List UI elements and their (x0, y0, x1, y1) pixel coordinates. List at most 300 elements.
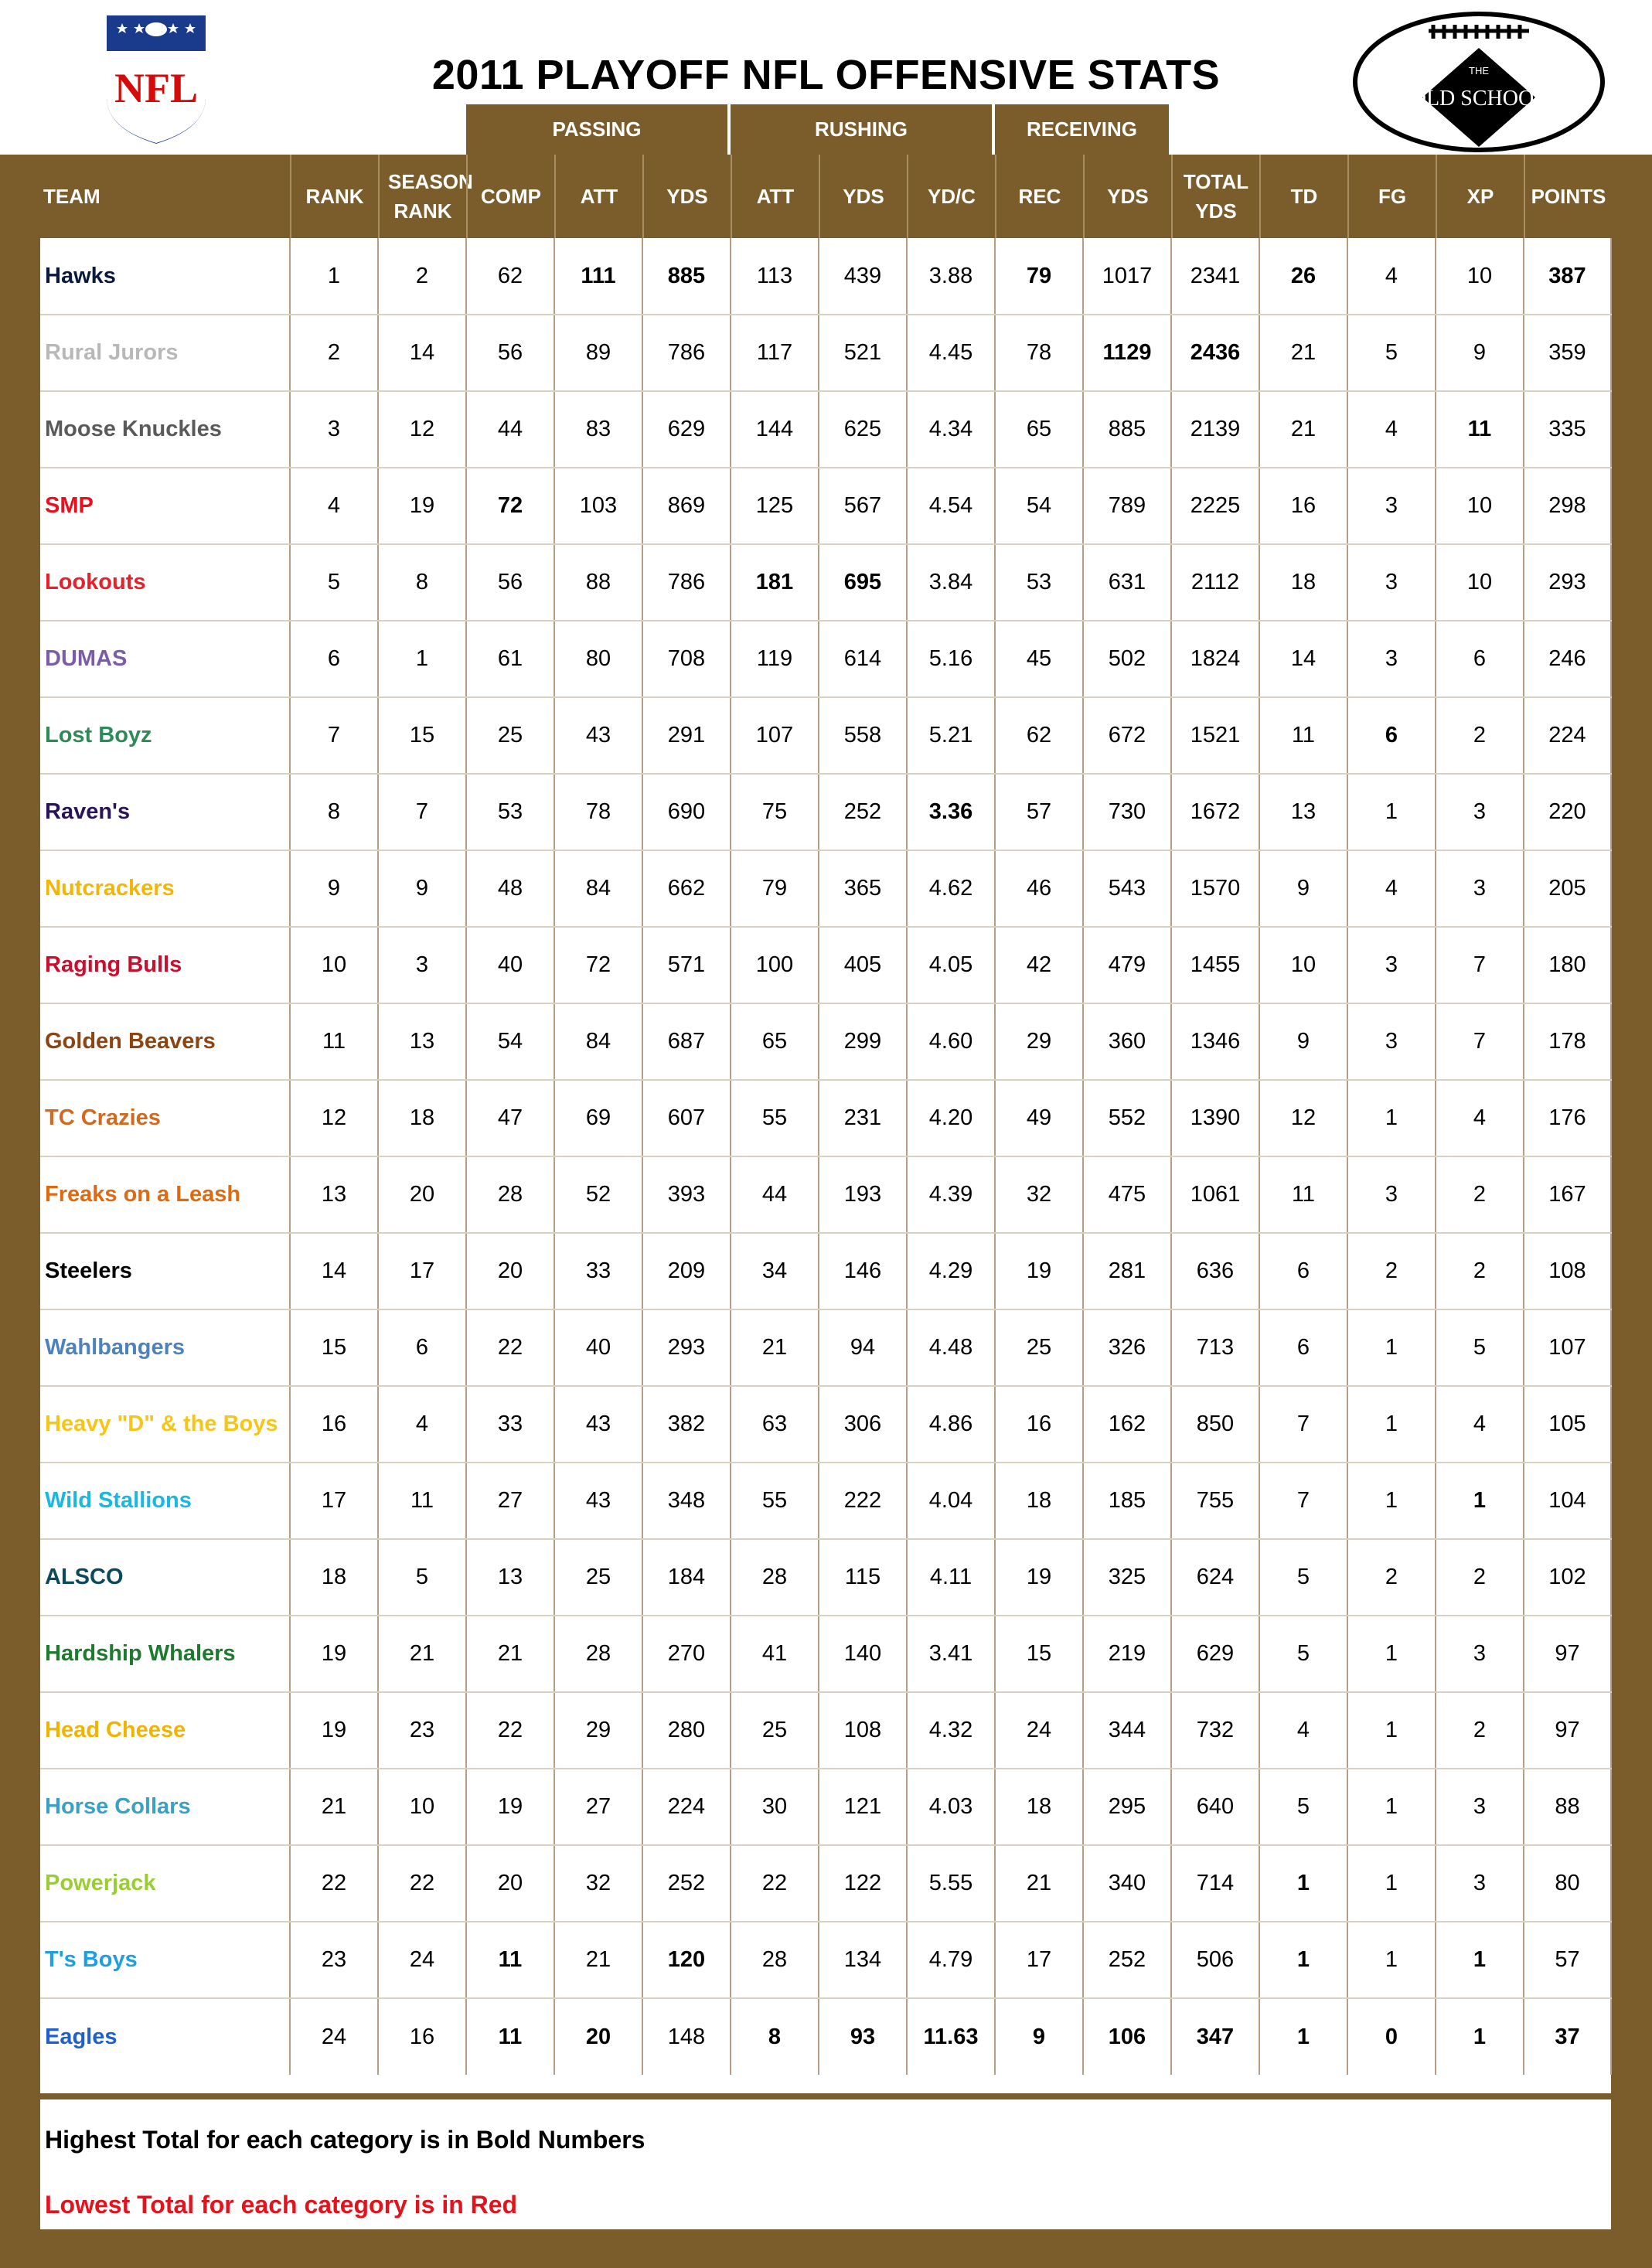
stat-cell: 16 (378, 1998, 466, 2075)
team-name-cell: Hardship Whalers (40, 1616, 290, 1692)
stat-cell: 5 (378, 1539, 466, 1616)
stat-cell: 14 (1259, 621, 1347, 697)
stat-cell: 1 (1436, 1998, 1524, 2075)
group-header-receiving: RECEIVING (995, 104, 1169, 155)
stat-cell: 224 (642, 1769, 731, 1845)
stat-cell: 3 (1436, 1845, 1524, 1922)
stat-cell: 325 (1083, 1539, 1171, 1616)
stat-cell: 786 (642, 315, 731, 391)
stat-cell: 11 (1436, 391, 1524, 468)
stat-cell: 1824 (1171, 621, 1259, 697)
stat-cell: 148 (642, 1998, 731, 2075)
team-name-cell: T's Boys (40, 1922, 290, 1998)
stat-cell: 4.20 (907, 1080, 995, 1156)
stat-cell: 2112 (1171, 544, 1259, 621)
stat-cell: 162 (1083, 1386, 1171, 1463)
stat-cell: 1570 (1171, 850, 1259, 927)
stat-cell: 193 (819, 1156, 907, 1233)
stat-cell: 3 (1347, 468, 1436, 544)
stat-cell: 295 (1083, 1769, 1171, 1845)
stat-cell: 15 (290, 1309, 378, 1386)
stat-cell: 78 (995, 315, 1083, 391)
stat-cell: 270 (642, 1616, 731, 1692)
stat-cell: 4 (1436, 1080, 1524, 1156)
team-name-cell: Steelers (40, 1233, 290, 1309)
stat-cell: 3 (378, 927, 466, 1003)
stat-cell: 382 (642, 1386, 731, 1463)
stat-cell: 732 (1171, 1692, 1259, 1769)
stat-cell: 7 (1259, 1386, 1347, 1463)
stat-cell: 89 (554, 315, 642, 391)
stat-cell: 4.11 (907, 1539, 995, 1616)
stat-cell: 41 (731, 1616, 819, 1692)
team-name-cell: Raven's (40, 774, 290, 850)
stat-cell: 2 (1436, 697, 1524, 774)
stat-cell: 19 (290, 1616, 378, 1692)
stat-cell: 224 (1524, 697, 1611, 774)
stat-cell: 80 (1524, 1845, 1611, 1922)
table-row (40, 1386, 1611, 1463)
stat-cell: 4 (1259, 1692, 1347, 1769)
stat-cell: 360 (1083, 1003, 1171, 1080)
stat-cell: 291 (642, 697, 731, 774)
stat-cell: 4.29 (907, 1233, 995, 1309)
stat-cell: 43 (554, 1463, 642, 1539)
stat-cell: 11 (290, 1003, 378, 1080)
stat-cell: 4 (378, 1386, 466, 1463)
stat-cell: 25 (995, 1309, 1083, 1386)
stat-cell: 54 (995, 468, 1083, 544)
stat-cell: 636 (1171, 1233, 1259, 1309)
stat-cell: 26 (1259, 238, 1347, 315)
team-name-cell: TC Crazies (40, 1080, 290, 1156)
stat-cell: 23 (290, 1922, 378, 1998)
stat-cell: 2225 (1171, 468, 1259, 544)
table-row (40, 315, 1611, 391)
stat-cell: 37 (1524, 1998, 1611, 2075)
stat-cell: 4.62 (907, 850, 995, 927)
col-header-xp: XP (1436, 155, 1524, 238)
stat-cell: 88 (1524, 1769, 1611, 1845)
stat-cell: 1346 (1171, 1003, 1259, 1080)
stat-cell: 11.63 (907, 1998, 995, 2075)
table-row (40, 1233, 1611, 1309)
stat-cell: 72 (554, 927, 642, 1003)
stat-cell: 21 (290, 1769, 378, 1845)
stat-cell: 9 (378, 850, 466, 927)
stat-cell: 6 (378, 1309, 466, 1386)
stat-cell: 65 (995, 391, 1083, 468)
stat-cell: 1 (1259, 1845, 1347, 1922)
stat-cell: 2 (290, 315, 378, 391)
table-row (40, 468, 1611, 544)
stat-cell: 347 (1171, 1998, 1259, 2075)
stat-cell: 11 (466, 1998, 554, 2075)
stat-cell: 18 (995, 1463, 1083, 1539)
stat-cell: 49 (995, 1080, 1083, 1156)
stat-cell: 1 (378, 621, 466, 697)
stat-cell: 115 (819, 1539, 907, 1616)
stat-cell: 18 (378, 1080, 466, 1156)
team-name-cell: Lost Boyz (40, 697, 290, 774)
team-name-cell: Lookouts (40, 544, 290, 621)
svg-text:THE: THE (1469, 65, 1489, 77)
stat-cell: 33 (554, 1233, 642, 1309)
stat-cell: 102 (1524, 1539, 1611, 1616)
stat-cell: 9 (1259, 850, 1347, 927)
stat-cell: 1 (1347, 1463, 1436, 1539)
stat-cell: 21 (378, 1616, 466, 1692)
col-header-fg: FG (1347, 155, 1436, 238)
stat-cell: 359 (1524, 315, 1611, 391)
stat-cell: 19 (466, 1769, 554, 1845)
stat-cell: 7 (378, 774, 466, 850)
stat-cell: 13 (290, 1156, 378, 1233)
stat-cell: 54 (466, 1003, 554, 1080)
stat-cell: 3 (1436, 850, 1524, 927)
stat-cell: 344 (1083, 1692, 1171, 1769)
stat-cell: 53 (995, 544, 1083, 621)
stat-cell: 16 (290, 1386, 378, 1463)
stat-cell: 52 (554, 1156, 642, 1233)
stat-cell: 22 (466, 1309, 554, 1386)
stat-cell: 44 (731, 1156, 819, 1233)
legend-highest-note: Highest Total for each category is in Bold Numbers (45, 2126, 645, 2154)
stat-cell: 714 (1171, 1845, 1259, 1922)
stat-cell: 629 (642, 391, 731, 468)
stat-cell: 1 (1436, 1922, 1524, 1998)
stat-cell: 43 (554, 1386, 642, 1463)
stat-cell: 2 (378, 238, 466, 315)
stat-cell: 5 (1436, 1309, 1524, 1386)
col-header-total-yds-label: TOTAL YDS (1183, 170, 1249, 223)
stat-cell: 103 (554, 468, 642, 544)
stat-cell: 79 (995, 238, 1083, 315)
stat-cell: 439 (819, 238, 907, 315)
stat-cell: 252 (819, 774, 907, 850)
stat-cell: 629 (1171, 1616, 1259, 1692)
stat-cell: 11 (1259, 697, 1347, 774)
stat-cell: 246 (1524, 621, 1611, 697)
stat-cell: 3.41 (907, 1616, 995, 1692)
stat-cell: 23 (378, 1692, 466, 1769)
table-row (40, 1539, 1611, 1616)
stat-cell: 13 (466, 1539, 554, 1616)
stat-cell: 79 (731, 850, 819, 927)
stat-cell: 475 (1083, 1156, 1171, 1233)
stat-cell: 6 (290, 621, 378, 697)
table-row (40, 1309, 1611, 1386)
stat-cell: 1 (1347, 1845, 1436, 1922)
stat-cell: 3 (1347, 1156, 1436, 1233)
stat-cell: 4 (290, 468, 378, 544)
stat-cell: 3 (1347, 1003, 1436, 1080)
stat-cell: 12 (1259, 1080, 1347, 1156)
stat-cell: 32 (995, 1156, 1083, 1233)
stat-cell: 640 (1171, 1769, 1259, 1845)
stat-cell: 178 (1524, 1003, 1611, 1080)
stat-cell: 281 (1083, 1233, 1171, 1309)
stat-cell: 2 (1436, 1692, 1524, 1769)
stat-cell: 220 (1524, 774, 1611, 850)
stat-cell: 57 (995, 774, 1083, 850)
stat-cell: 61 (466, 621, 554, 697)
stat-cell: 104 (1524, 1463, 1611, 1539)
table-row (40, 1080, 1611, 1156)
stat-cell: 22 (290, 1845, 378, 1922)
table-row (40, 927, 1611, 1003)
stat-cell: 5 (1259, 1616, 1347, 1692)
stat-cell: 9 (290, 850, 378, 927)
stat-cell: 24 (290, 1998, 378, 2075)
stat-cell: 8 (378, 544, 466, 621)
stat-cell: 231 (819, 1080, 907, 1156)
stats-table-body (40, 238, 1611, 2075)
team-name-cell: Rural Jurors (40, 315, 290, 391)
stat-cell: 479 (1083, 927, 1171, 1003)
stat-cell: 10 (1436, 238, 1524, 315)
stat-cell: 387 (1524, 238, 1611, 315)
stat-cell: 3 (1347, 927, 1436, 1003)
stat-cell: 4.48 (907, 1309, 995, 1386)
stat-cell: 252 (1083, 1922, 1171, 1998)
stat-cell: 293 (642, 1309, 731, 1386)
stat-cell: 11 (1259, 1156, 1347, 1233)
stat-cell: 42 (995, 927, 1083, 1003)
group-header-rushing: RUSHING (731, 104, 992, 155)
stat-cell: 146 (819, 1233, 907, 1309)
stat-cell: 107 (731, 697, 819, 774)
col-header-season-rank-label: SEASON RANK (388, 170, 473, 223)
stat-cell: 20 (554, 1998, 642, 2075)
stat-cell: 121 (819, 1769, 907, 1845)
stat-cell: 10 (1259, 927, 1347, 1003)
stat-cell: 28 (731, 1922, 819, 1998)
stat-cell: 1521 (1171, 697, 1259, 774)
stat-cell: 222 (819, 1463, 907, 1539)
stat-cell: 48 (466, 850, 554, 927)
stat-cell: 6 (1436, 621, 1524, 697)
stat-cell: 1455 (1171, 927, 1259, 1003)
stat-cell: 45 (995, 621, 1083, 697)
stat-cell: 1390 (1171, 1080, 1259, 1156)
stat-cell: 299 (819, 1003, 907, 1080)
stat-cell: 1017 (1083, 238, 1171, 315)
stat-cell: 614 (819, 621, 907, 697)
stat-cell: 167 (1524, 1156, 1611, 1233)
stat-cell: 869 (642, 468, 731, 544)
stat-cell: 4.79 (907, 1922, 995, 1998)
stat-cell: 4 (1436, 1386, 1524, 1463)
table-row (40, 391, 1611, 468)
col-header-rec-yds: YDS (1083, 155, 1171, 238)
stat-cell: 5.21 (907, 697, 995, 774)
stat-cell: 4 (1347, 238, 1436, 315)
stat-cell: 20 (378, 1156, 466, 1233)
stat-cell: 4.34 (907, 391, 995, 468)
stat-cell: 13 (378, 1003, 466, 1080)
stat-cell: 8 (731, 1998, 819, 2075)
stat-cell: 209 (642, 1233, 731, 1309)
stat-cell: 20 (466, 1233, 554, 1309)
stat-cell: 97 (1524, 1616, 1611, 1692)
stat-cell: 625 (819, 391, 907, 468)
stat-cell: 18 (1259, 544, 1347, 621)
stat-cell: 62 (466, 238, 554, 315)
stat-cell: 4.60 (907, 1003, 995, 1080)
stat-cell: 405 (819, 927, 907, 1003)
stat-cell: 4 (1347, 850, 1436, 927)
stat-cell: 6 (1259, 1309, 1347, 1386)
stat-cell: 571 (642, 927, 731, 1003)
stat-cell: 19 (378, 468, 466, 544)
stat-cell: 119 (731, 621, 819, 697)
stat-cell: 176 (1524, 1080, 1611, 1156)
stat-cell: 5.55 (907, 1845, 995, 1922)
team-name-cell: Golden Beavers (40, 1003, 290, 1080)
stat-cell: 14 (290, 1233, 378, 1309)
stat-cell: 0 (1347, 1998, 1436, 2075)
stat-cell: 22 (378, 1845, 466, 1922)
stat-cell: 5 (1347, 315, 1436, 391)
stat-cell: 2 (1347, 1539, 1436, 1616)
stat-cell: 22 (466, 1692, 554, 1769)
stat-cell: 108 (1524, 1233, 1611, 1309)
stat-cell: 40 (466, 927, 554, 1003)
stat-cell: 607 (642, 1080, 731, 1156)
stat-cell: 28 (731, 1539, 819, 1616)
stat-cell: 567 (819, 468, 907, 544)
stat-cell: 8 (290, 774, 378, 850)
table-row (40, 774, 1611, 850)
stat-cell: 28 (466, 1156, 554, 1233)
stat-cell: 850 (1171, 1386, 1259, 1463)
stat-cell: 348 (642, 1463, 731, 1539)
stat-cell: 19 (290, 1692, 378, 1769)
stat-cell: 88 (554, 544, 642, 621)
stat-cell: 552 (1083, 1080, 1171, 1156)
team-name-cell: Raging Bulls (40, 927, 290, 1003)
stat-cell: 2 (1436, 1539, 1524, 1616)
col-header-points: POINTS (1524, 155, 1612, 238)
col-header-rush-ydc: YD/C (907, 155, 995, 238)
stat-cell: 122 (819, 1845, 907, 1922)
legend-lowest-note: Lowest Total for each category is in Red (45, 2191, 518, 2219)
stat-cell: 21 (995, 1845, 1083, 1922)
stat-cell: 2 (1436, 1156, 1524, 1233)
stat-cell: 219 (1083, 1616, 1171, 1692)
stat-cell: 19 (995, 1539, 1083, 1616)
table-row (40, 1003, 1611, 1080)
stat-cell: 65 (731, 1003, 819, 1080)
stat-cell: 708 (642, 621, 731, 697)
stat-cell: 4.45 (907, 315, 995, 391)
stat-cell: 83 (554, 391, 642, 468)
stat-cell: 30 (731, 1769, 819, 1845)
stat-cell: 40 (554, 1309, 642, 1386)
table-row (40, 697, 1611, 774)
stat-cell: 18 (290, 1539, 378, 1616)
stat-cell: 84 (554, 1003, 642, 1080)
stat-cell: 662 (642, 850, 731, 927)
stat-cell: 340 (1083, 1845, 1171, 1922)
stat-cell: 631 (1083, 544, 1171, 621)
stat-cell: 32 (554, 1845, 642, 1922)
stat-cell: 5.16 (907, 621, 995, 697)
stat-cell: 502 (1083, 621, 1171, 697)
stat-cell: 506 (1171, 1922, 1259, 1998)
table-row (40, 1156, 1611, 1233)
table-row (40, 1463, 1611, 1539)
stat-cell: 543 (1083, 850, 1171, 927)
table-row (40, 850, 1611, 927)
stat-cell: 19 (995, 1233, 1083, 1309)
stat-cell: 393 (642, 1156, 731, 1233)
team-name-cell: SMP (40, 468, 290, 544)
stat-cell: 28 (554, 1616, 642, 1692)
stat-cell: 293 (1524, 544, 1611, 621)
stat-cell: 6 (1259, 1233, 1347, 1309)
stat-cell: 140 (819, 1616, 907, 1692)
legend-box (40, 2099, 1611, 2229)
col-header-rec: REC (995, 155, 1083, 238)
stat-cell: 690 (642, 774, 731, 850)
stat-cell: 7 (290, 697, 378, 774)
stat-cell: 56 (466, 315, 554, 391)
stat-cell: 72 (466, 468, 554, 544)
stat-cell: 100 (731, 927, 819, 1003)
stat-cell: 7 (1436, 1003, 1524, 1080)
stat-cell: 1 (1347, 774, 1436, 850)
stat-cell: 7 (1436, 927, 1524, 1003)
stat-cell: 12 (378, 391, 466, 468)
stat-cell: 306 (819, 1386, 907, 1463)
stat-cell: 3 (1347, 544, 1436, 621)
stat-cell: 1 (1347, 1769, 1436, 1845)
stat-cell: 1061 (1171, 1156, 1259, 1233)
table-row (40, 1616, 1611, 1692)
stat-cell: 4.32 (907, 1692, 995, 1769)
group-header-passing: PASSING (466, 104, 727, 155)
page-title: 2011 PLAYOFF NFL OFFENSIVE STATS (431, 52, 1221, 99)
stat-cell: 5 (1259, 1539, 1347, 1616)
stat-cell: 4.04 (907, 1463, 995, 1539)
col-header-rank: RANK (290, 155, 378, 238)
svg-text:NFL: NFL (114, 65, 198, 111)
stat-cell: 252 (642, 1845, 731, 1922)
stat-cell: 55 (731, 1463, 819, 1539)
stat-cell: 3.36 (907, 774, 995, 850)
stat-cell: 365 (819, 850, 907, 927)
stat-cell: 12 (290, 1080, 378, 1156)
stat-cell: 16 (995, 1386, 1083, 1463)
team-name-cell: Eagles (40, 1998, 290, 2075)
table-row (40, 1922, 1611, 1998)
stat-cell: 33 (466, 1386, 554, 1463)
stat-cell: 134 (819, 1922, 907, 1998)
col-header-rush-yds: YDS (819, 155, 907, 238)
team-name-cell: Heavy "D" & the Boys (40, 1386, 290, 1463)
stat-cell: 4.86 (907, 1386, 995, 1463)
stat-cell: 80 (554, 621, 642, 697)
stat-cell: 25 (554, 1539, 642, 1616)
team-name-cell: Powerjack (40, 1845, 290, 1922)
stat-cell: 13 (1259, 774, 1347, 850)
table-row (40, 621, 1611, 697)
stat-cell: 113 (731, 238, 819, 315)
stat-cell: 9 (995, 1998, 1083, 2075)
stat-cell: 5 (1259, 1769, 1347, 1845)
